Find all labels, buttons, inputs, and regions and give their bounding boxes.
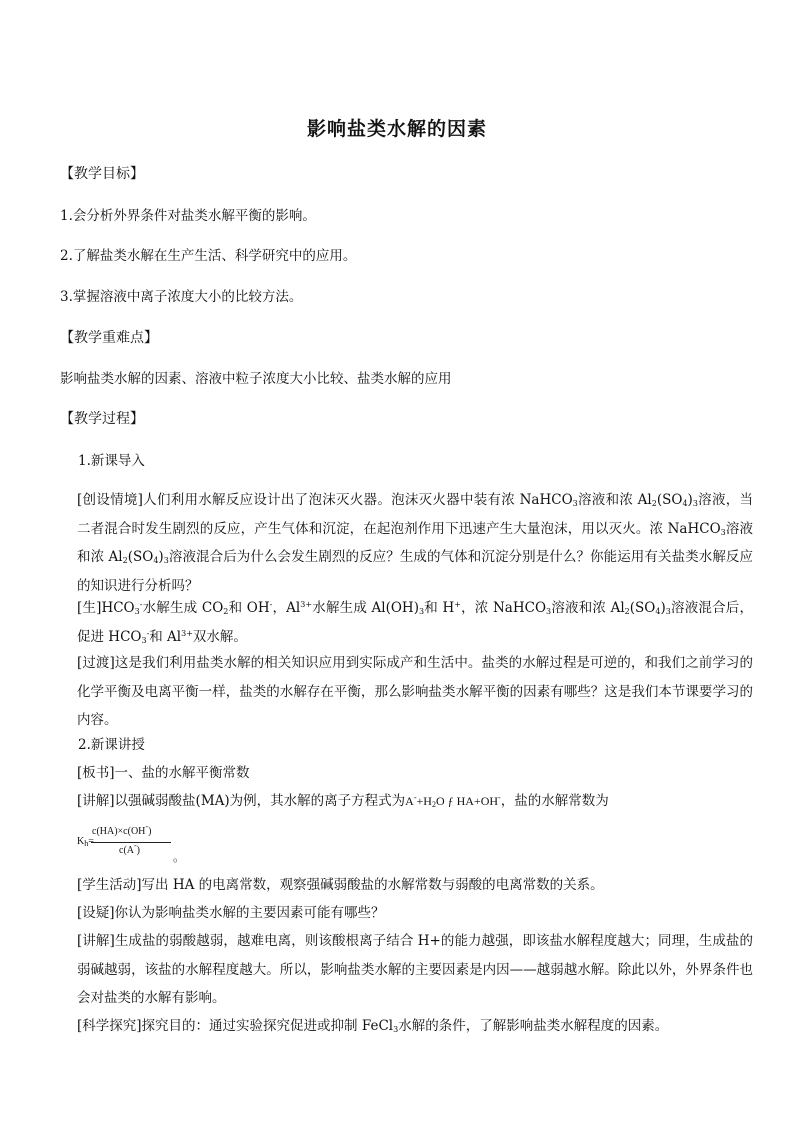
paragraph-board: [板书]一、盐的水解平衡常数 — [77, 765, 250, 781]
paragraph-question: [设疑]你认为影响盐类水解的主要因素可能有哪些？ — [77, 905, 385, 921]
paragraph-label: [讲解] — [77, 793, 115, 809]
heading-teaching-goals: 【教学目标】 — [60, 166, 144, 182]
key-points-text: 影响盐类水解的因素、溶液中粒子浓度大小比较、盐类水解的应用 — [60, 371, 452, 387]
paragraph-label: [学生活动] — [77, 877, 142, 893]
paragraph-explain-1: [讲解]以强碱弱酸盐(MA)为例，其水解的离子方程式为$A^-+H_2O$ ƒ HA+OH-，盐的水解常数为 — [77, 793, 609, 809]
paragraph-student: [生]$HCO_3^-$水解生成 $CO_2$和 OH-，$Al^{3+}$水解生成 $Al(OH)_3$和 H+，浓 NaHCO$_3$溶液和浓 $Al_2(SO_4)_3$溶液混合后，促进 $HCO_3^-$和 $Al^{3+}$双水解。 — [77, 600, 753, 645]
ionic-equation: $A^-+H_2O$ ƒ HA+OH- — [405, 793, 501, 809]
paragraph-label: [设疑] — [77, 905, 115, 921]
heading-key-points: 【教学重难点】 — [60, 330, 158, 346]
paragraph-label: [创设情境] — [77, 492, 143, 508]
paragraph-science-inquiry: [科学探究]探究目的：通过实验探究促进或抑制 FeCl$_3$水解的条件，了解影响盐类水解程度的因素。 — [77, 1018, 669, 1034]
heading-teaching-process: 【教学过程】 — [60, 411, 144, 427]
paragraph-explain-2: [讲解]生成盐的弱酸越弱，越难电离，则该酸根离子结合 H+的能力越强，即该盐水解程度越大；同理，生成盐的弱碱越弱，该盐的水解程度越大。所以，影响盐类水解的主要因素是内因——越弱越水解。除此以外，外界条件也会对盐类的水解有影响。 — [77, 933, 753, 1006]
paragraph-scenario: [创设情境]人们利用水解反应设计出了泡沫灭火器。泡沫灭火器中装有浓 NaHCO$_3$溶液和浓 $Al_2(SO_4)_3$溶液，当二者混合时发生剧烈的反应，产生气体和沉淀，在起泡剂作用下迅速产生大量泡沫，用以灭火。浓 NaHCO$_3$溶液和浓 $Al_2(SO_4)_3$溶液混合后为什么会发生剧烈的反应？生成的气体和沉淀分别是什么？你能运用有关盐类水解反应的知识进行分析吗？ — [77, 492, 754, 594]
fraction-bar — [91, 842, 171, 843]
paragraph-label: [讲解] — [77, 933, 115, 949]
paragraph-student-activity: [学生活动]写出 HA 的电离常数，观察强碱弱酸盐的水解常数与弱酸的电离常数的关系。 — [77, 877, 604, 893]
goal-2: 2.了解盐类水解在生产生活、科学研究中的应用。 — [60, 248, 357, 264]
paragraph-label: [科学探究] — [77, 1018, 142, 1034]
hydrolysis-constant-formula: $K_h=$ c(HA)×c(OH-) c(A-) 。 — [77, 822, 186, 864]
step-2-heading: 2.新课讲授 — [78, 737, 145, 753]
paragraph-label: [生] — [77, 600, 102, 616]
goal-1: 1.会分析外界条件对盐类水解平衡的影响。 — [60, 208, 316, 224]
formula-denominator: c(A-) — [119, 841, 141, 856]
page-title: 影响盐类水解的因素 — [306, 118, 487, 140]
paragraph-label: [过渡] — [77, 655, 115, 671]
step-1-heading: 1.新课导入 — [78, 453, 145, 469]
formula-numerator: c(HA)×c(OH-) — [92, 822, 152, 837]
paragraph-label: [板书] — [77, 765, 115, 781]
paragraph-transition: [过渡]这是我们利用盐类水解的相关知识应用到实际成产和生活中。盐类的水解过程是可逆的，和我们之前学习的化学平衡及电离平衡一样，盐类的水解存在平衡，那么影响盐类水解平衡的因素有哪些？这是我们本节课要学习的内容。 — [77, 655, 753, 728]
goal-3: 3.掌握溶液中离子浓度大小的比较方法。 — [60, 289, 303, 305]
